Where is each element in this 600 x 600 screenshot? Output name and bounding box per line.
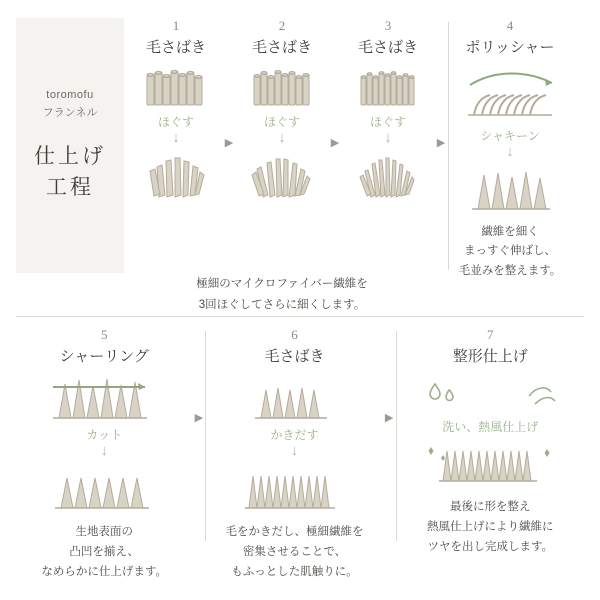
step-7 — [397, 327, 584, 557]
shearing-cut-icon — [22, 372, 186, 424]
step-5-action: カット — [86, 428, 123, 442]
step-4-caption-line3: 毛並みを整えます。 — [458, 264, 562, 277]
steps-123-caption-line2: 3回ほぐしてさらに細くします。 — [198, 298, 366, 311]
step-7-caption-line1: 最後に形を整え — [450, 501, 531, 513]
step-3-name: 毛さばき — [357, 39, 418, 56]
flow-arrow-2-3: ▶ — [330, 136, 340, 149]
fiber-straight-icon — [451, 161, 569, 213]
step-4-arrow-down-icon: ↓ — [506, 143, 514, 160]
fiber-bundle-icon — [132, 63, 220, 111]
step-3 — [342, 18, 434, 199]
step-3-number: 3 — [384, 18, 392, 33]
top-steps — [130, 18, 584, 315]
step-5-arrow-down-icon: ↓ — [100, 442, 108, 459]
page-title-line2: 工程 — [46, 175, 94, 200]
fiber-bundle-icon — [238, 63, 326, 111]
flow-arrow-5-6: ▶ — [194, 411, 204, 424]
step-4-caption — [451, 223, 569, 282]
step-6-action: かきだす — [270, 428, 319, 442]
step-1-action: ほぐす — [157, 115, 194, 129]
step-7-action: 洗い、熱風仕上げ — [442, 420, 539, 434]
brand-jp-name: フランネル — [42, 107, 98, 119]
step-7-number: 7 — [487, 327, 494, 342]
step-7-caption — [403, 497, 578, 557]
flow-arrow-1-2: ▶ — [224, 136, 234, 149]
step-7-name: 整形仕上げ — [452, 348, 528, 365]
bottom-row — [16, 327, 584, 582]
fiber-finished-icon — [403, 435, 578, 487]
step-6-caption-line2: 密集させることで、 — [242, 545, 347, 558]
step-1-number: 1 — [172, 18, 180, 33]
step-3-action: ほぐす — [369, 115, 406, 129]
step-2-action: ほぐす — [263, 115, 300, 129]
fiber-even-icon — [22, 460, 186, 512]
fiber-loosened-1-icon — [132, 147, 220, 199]
step-5-number: 5 — [100, 327, 108, 342]
fiber-bundle-icon — [344, 63, 432, 111]
step-1-name: 毛さばき — [145, 39, 206, 56]
top-row — [16, 18, 584, 311]
fiber-loosened-3-icon — [344, 147, 432, 199]
fiber-loosened-2-icon — [238, 147, 326, 199]
brand-card — [16, 18, 124, 273]
step-5-caption-line2: 凸凹を揃え、 — [69, 545, 140, 558]
step-5 — [16, 327, 192, 582]
step-6-caption — [212, 522, 376, 582]
brand-latin-name: toromofu — [46, 89, 94, 102]
horizontal-divider — [16, 316, 584, 317]
step-5-caption — [22, 522, 186, 582]
fiber-dense-icon — [212, 460, 376, 512]
step-6-caption-line1: 毛をかきだし、極細繊維を — [225, 525, 364, 538]
flow-arrow-6-7: ▶ — [384, 411, 394, 424]
flow-arrow-3-4: ▶ — [436, 136, 446, 149]
step-5-caption-line1: 生地表面の — [75, 525, 133, 538]
steps-123-caption-line1: 極細のマイクロファイバー繊維を — [196, 278, 368, 290]
step-5-name: シャーリング — [59, 348, 149, 365]
step-6-number: 6 — [291, 327, 298, 342]
wash-hotair-icon — [403, 372, 578, 418]
step-2 — [236, 18, 328, 199]
step-4-name: ポリッシャー — [465, 39, 555, 56]
step-1 — [130, 18, 222, 199]
step-group-123 — [130, 18, 434, 315]
step-2-number: 2 — [278, 18, 286, 33]
step-4-action: シャキーン — [480, 129, 540, 143]
step-1-arrow-down-icon: ↓ — [172, 129, 180, 146]
step-5-caption-line3: なめらかに仕上げます。 — [41, 565, 167, 578]
step-6 — [206, 327, 382, 582]
step-4-number: 4 — [506, 18, 514, 33]
polisher-brush-icon — [451, 63, 569, 125]
step-2-arrow-down-icon: ↓ — [278, 129, 286, 146]
step-2-name: 毛さばき — [251, 39, 312, 56]
fiber-sparse-icon — [212, 372, 376, 424]
step-4-caption-line2: まっすぐ伸ばし、 — [464, 245, 556, 258]
step-7-caption-line2: 熱風仕上げにより繊維に — [427, 521, 554, 534]
step-4-caption-line1: 繊維を細く — [481, 225, 539, 238]
page-title — [34, 141, 106, 204]
step-6-name: 毛さばき — [264, 348, 325, 365]
steps-123-caption — [130, 274, 434, 315]
step-7-caption-line3: ツヤを出し完成します。 — [427, 541, 554, 554]
step-6-caption-line3: もふっとした肌触りに。 — [231, 565, 358, 578]
step-4 — [449, 18, 571, 281]
step-3-arrow-down-icon: ↓ — [384, 129, 392, 146]
page-title-line1: 仕上げ — [34, 143, 106, 168]
step-6-arrow-down-icon: ↓ — [290, 442, 299, 459]
